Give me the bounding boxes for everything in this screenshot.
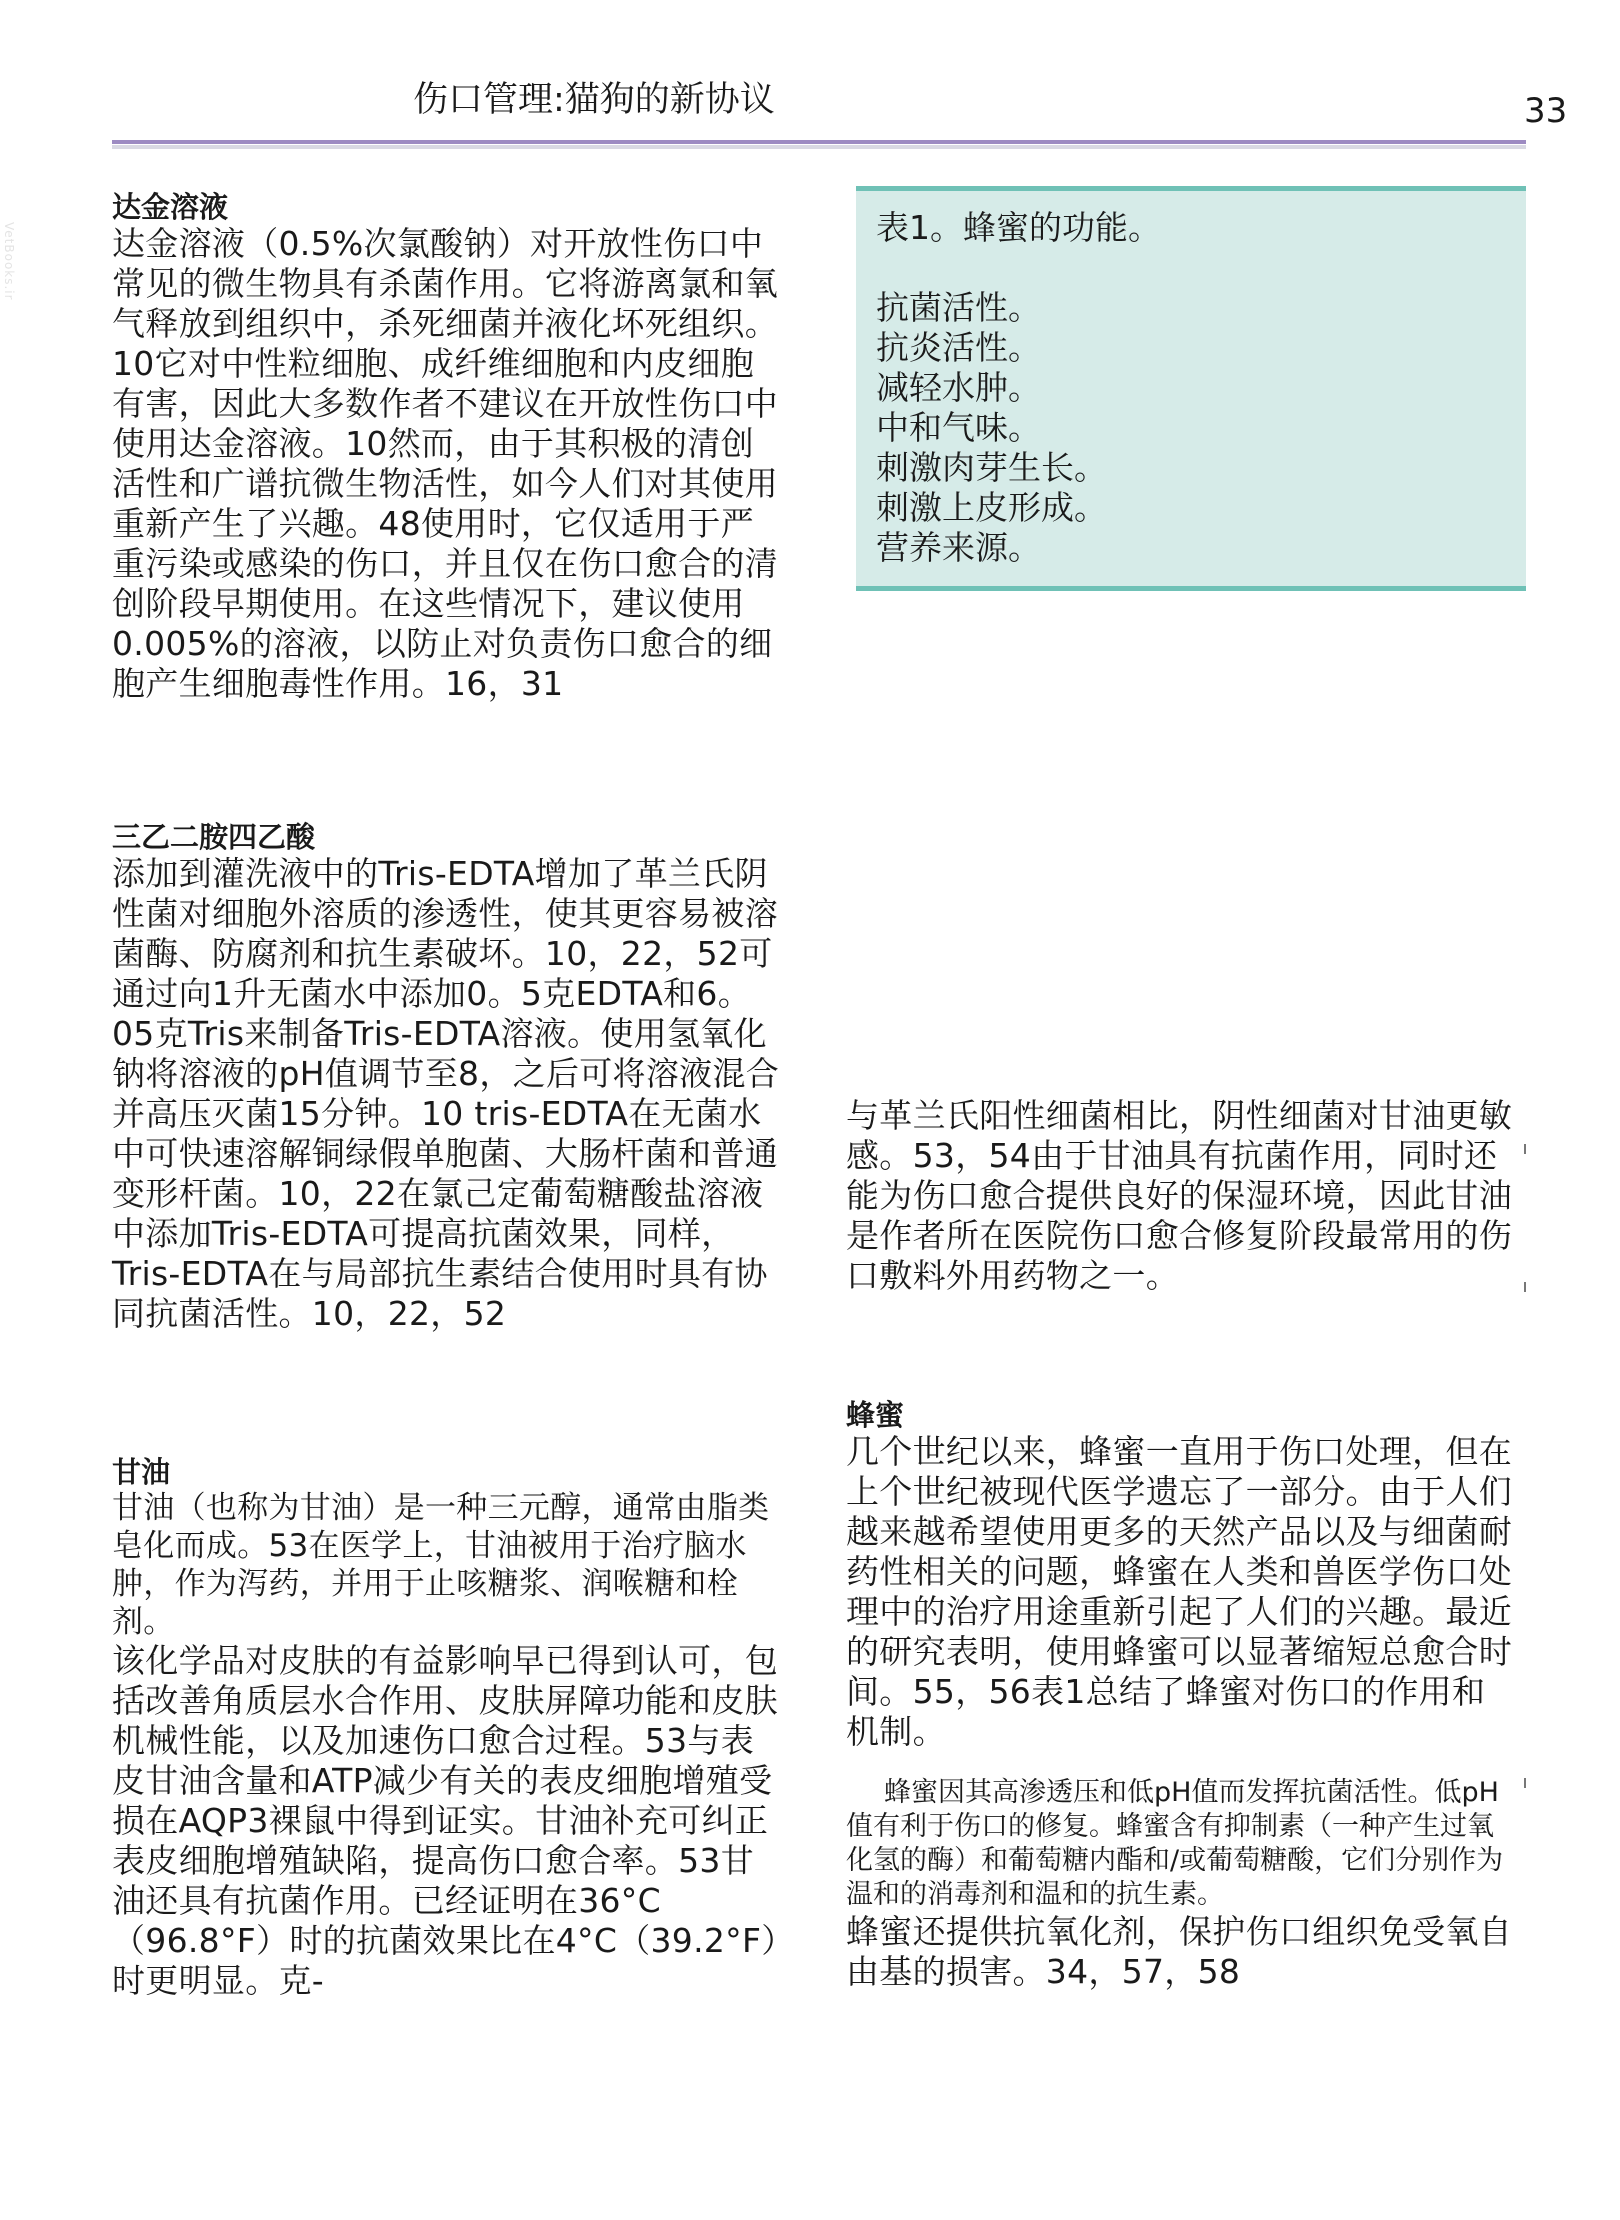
- tris-edta-heading: 三乙二胺四乙酸: [112, 820, 316, 854]
- honey-body-2: 蜂蜜因其高渗透压和低pH值而发挥抗菌活性。低pH值有利于伤口的修复。蜂蜜含有抑制素（一种产生过氧化氢的酶）和葡萄糖内酯和/或葡萄糖酸，它们分别作为温和的消毒剂和温和的抗生素。: [846, 1777, 1504, 1910]
- header-divider: [112, 140, 1526, 144]
- glycerol-continued: [846, 1096, 1514, 1296]
- honey-section: [846, 1398, 1514, 1992]
- margin-mark: [1524, 1282, 1526, 1292]
- table-item: 刺激肉芽生长。: [876, 448, 1107, 487]
- table-title: 表1。蜂蜜的功能。: [876, 208, 1161, 247]
- table-item: 减轻水肿。: [876, 368, 1041, 407]
- glycerol-body-1: 甘油（也称为甘油）是一种三元醇，通常由脂类皂化而成。53在医学上，甘油被用于治疗脑水肿，作为泻药，并用于止咳糖浆、润喉糖和栓剂。: [112, 1490, 770, 1640]
- tris-edta-section: [112, 820, 780, 1334]
- tris-edta-body: 添加到灌洗液中的Tris-EDTA增加了革兰氏阴性菌对细胞外溶质的渗透性，使其更容易被溶菌酶、防腐剂和抗生素破坏。10，22，52可通过向1升无菌水中添加0。5克EDTA和6。05克Tris来制备Tris-EDTA溶液。使用氢氧化钠将溶液的pH值调节至8，之后可将溶液混合并高压灭菌15分钟。10 tris-EDTA在无菌水中可快速溶解铜绿假单胞菌、大肠杆菌和普通变形杆菌。10，22在氯己定葡萄糖酸盐溶液中添加Tris-EDTA可提高抗菌效果，同样，Tris-EDTA在与局部抗生素结合使用时具有协同抗菌活性。10，22，52: [112, 854, 780, 1333]
- glycerol-continued-body: 与革兰氏阳性细菌相比，阴性细菌对甘油更敏感。53，54由于甘油具有抗菌作用，同时还能为伤口愈合提供良好的保湿环境，因此甘油是作者所在医院伤口愈合修复阶段最常用的伤口敷料外用药物之一。: [846, 1096, 1512, 1295]
- glycerol-section: [112, 1455, 780, 2001]
- dakin-heading: 达金溶液: [112, 190, 229, 224]
- honey-body-1: 几个世纪以来，蜂蜜一直用于伤口处理，但在上个世纪被现代医学遗忘了一部分。由于人们越来越希望使用更多的天然产品以及与细菌耐药性相关的问题，蜂蜜在人类和兽医学伤口处理中的治疗用途重新引起了人们的兴趣。最近的研究表明，使用蜂蜜可以显著缩短总愈合时间。55，56表1总结了蜂蜜对伤口的作用和机制。: [846, 1432, 1512, 1751]
- margin-mark: [1524, 1144, 1526, 1154]
- running-title: 伤口管理:猫狗的新协议: [413, 80, 775, 120]
- glycerol-heading: 甘油: [112, 1455, 171, 1489]
- page-number: 33: [1524, 91, 1568, 131]
- table-item: 营养来源。: [876, 528, 1041, 567]
- table-item: 中和气味。: [876, 408, 1041, 447]
- dakin-body: 达金溶液（0.5%次氯酸钠）对开放性伤口中常见的微生物具有杀菌作用。它将游离氯和氧气释放到组织中，杀死细菌并液化坏死组织。10它对中性粒细胞、成纤维细胞和内皮细胞有害，因此大多数作者不建议在开放性伤口中使用达金溶液。10然而，由于其积极的清创活性和广谱抗微生物活性，如今人们对其使用重新产生了兴趣。48使用时，它仅适用于严重污染或感染的伤口，并且仅在伤口愈合的清创阶段早期使用。在这些情况下，建议使用0.005%的溶液，以防止对负责伤口愈合的细胞产生细胞毒性作用。16，31: [112, 224, 778, 703]
- table-items: [876, 288, 1526, 568]
- glycerol-body-2: 该化学品对皮肤的有益影响早已得到认可，包括改善角质层水合作用、皮肤屏障功能和皮肤机械性能，以及加速伤口愈合过程。53与表皮甘油含量和ATP减少有关的表皮细胞增殖受损在AQP3裸鼠中得到证实。甘油补充可纠正表皮细胞增殖缺陷，提高伤口愈合率。53甘油还具有抗菌作用。已经证明在36°C（96.8°F）时的抗菌效果比在4°C（39.2°F）时更明显。克-: [112, 1641, 779, 2000]
- honey-heading: 蜂蜜: [846, 1398, 905, 1432]
- honey-functions-table: [856, 186, 1526, 591]
- margin-mark: [1524, 1778, 1526, 1788]
- table-item: 刺激上皮形成。: [876, 488, 1107, 527]
- table-item: 抗炎活性。: [876, 328, 1041, 367]
- table-item: 抗菌活性。: [876, 288, 1041, 327]
- watermark: VetBooks.ir: [2, 222, 16, 301]
- dakin-section: [112, 190, 780, 704]
- honey-body-3: 蜂蜜还提供抗氧化剂，保护伤口组织免受氧自由基的损害。34，57，58: [846, 1912, 1512, 1991]
